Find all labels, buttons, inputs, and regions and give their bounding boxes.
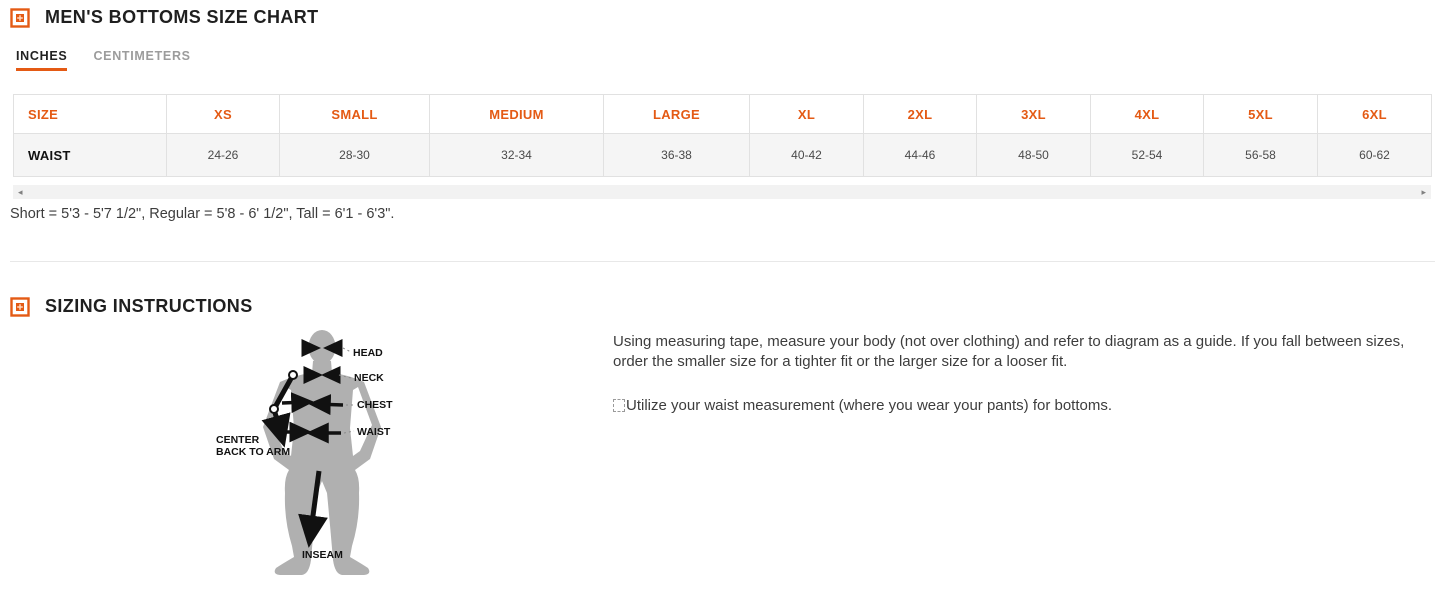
sizing-paragraph-1: Using measuring tape, measure your body (not over clothing) and refer to diagram as a guide. If you fall between sizes, order the smaller size for a tighter fit or the larger size for a looser fit. xyxy=(613,333,1405,370)
table-row-waist xyxy=(14,134,1432,177)
col-header-xs: XS xyxy=(167,95,280,134)
tab-inches[interactable]: INCHES xyxy=(16,49,67,71)
sizing-section-title: SIZING INSTRUCTIONS xyxy=(45,296,253,316)
brand-box-icon xyxy=(10,297,30,317)
size-chart-table xyxy=(13,94,1432,177)
missing-glyph-box xyxy=(613,399,625,412)
col-header-small: SMALL xyxy=(280,95,430,134)
diagram-label-chest: CHEST xyxy=(357,399,393,411)
sizing-paragraph-2 xyxy=(613,396,1435,416)
col-header-6xl: 6XL xyxy=(1318,95,1432,134)
table-horizontal-scrollbar[interactable] xyxy=(13,185,1431,199)
waist-3xl: 48-50 xyxy=(977,134,1091,177)
col-header-medium: MEDIUM xyxy=(430,95,604,134)
sizing-paragraph-2-text: Utilize your waist measurement (where you wear your pants) for bottoms. xyxy=(626,397,1113,414)
col-header-2xl: 2XL xyxy=(864,95,977,134)
measurement-diagram xyxy=(210,328,510,584)
waist-5xl: 56-58 xyxy=(1204,134,1318,177)
body-measurement-figure-icon xyxy=(210,328,510,584)
length-fit-note: Short = 5'3 - 5'7 1/2", Regular = 5'8 - 6' 1/2", Tall = 6'1 - 6'3". xyxy=(10,206,395,222)
sizing-content xyxy=(0,328,1445,584)
section-divider xyxy=(10,261,1435,262)
waist-6xl: 60-62 xyxy=(1318,134,1432,177)
tab-centimeters[interactable]: CENTIMETERS xyxy=(93,49,191,63)
col-header-xl: XL xyxy=(750,95,864,134)
waist-medium: 32-34 xyxy=(430,134,604,177)
waist-small: 28-30 xyxy=(280,134,430,177)
sizing-instructions-text xyxy=(613,328,1435,584)
diagram-label-neck: NECK xyxy=(354,372,384,384)
brand-box-icon xyxy=(10,8,30,28)
diagram-label-head: HEAD xyxy=(353,347,383,359)
col-header-size: SIZE xyxy=(14,95,167,134)
waist-xl: 40-42 xyxy=(750,134,864,177)
scroll-left-icon[interactable]: ◂ xyxy=(18,186,23,197)
waist-4xl: 52-54 xyxy=(1091,134,1204,177)
unit-tabs xyxy=(16,49,1445,71)
col-header-large: LARGE xyxy=(604,95,750,134)
row-label-waist: WAIST xyxy=(14,134,167,177)
sizing-instructions-header xyxy=(0,296,1445,317)
col-header-4xl: 4XL xyxy=(1091,95,1204,134)
scroll-right-icon[interactable]: ▸ xyxy=(1421,186,1426,197)
waist-xs: 24-26 xyxy=(167,134,280,177)
page-title: MEN'S BOTTOMS SIZE CHART xyxy=(45,7,319,27)
size-chart-header xyxy=(0,0,1445,28)
waist-large: 36-38 xyxy=(604,134,750,177)
diagram-label-inseam: INSEAM xyxy=(302,549,343,561)
diagram-label-center: CENTER xyxy=(216,434,260,446)
waist-2xl: 44-46 xyxy=(864,134,977,177)
diagram-label-waist: WAIST xyxy=(357,426,391,438)
col-header-3xl: 3XL xyxy=(977,95,1091,134)
col-header-5xl: 5XL xyxy=(1204,95,1318,134)
diagram-label-back-to-arm: BACK TO ARM xyxy=(216,446,291,458)
table-header-row xyxy=(14,95,1432,134)
